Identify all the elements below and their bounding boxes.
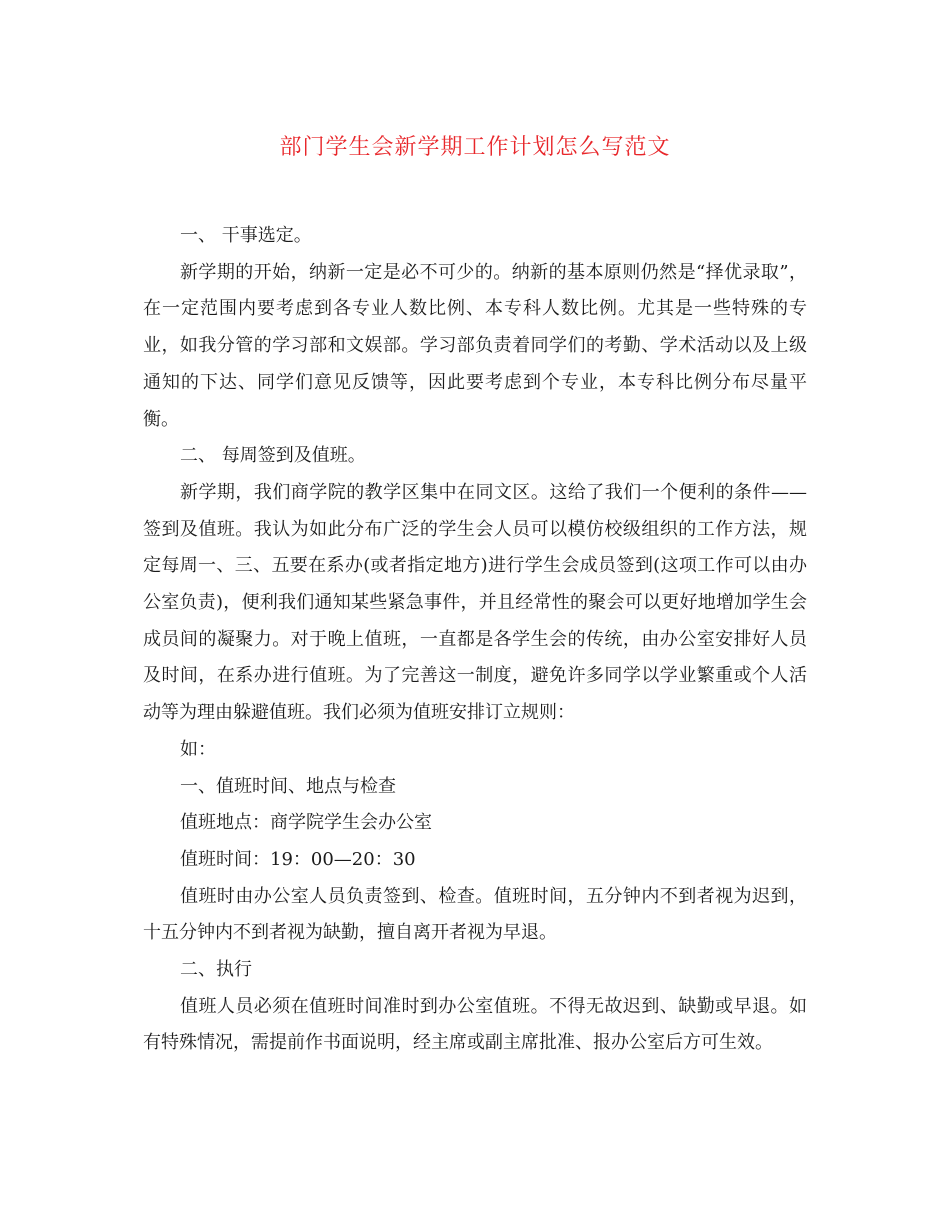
section-heading-sign-in-duty: 二、 每周签到及值班。 xyxy=(180,445,366,467)
paragraph-sign-in-duty: 新学期，我们商学院的教学区集中在同文区。这给了我们一个便利的条件——签到及值班。我认为如此分布广泛的学生会人员可以模仿校级组织的工作方法，规定每周一、三、五要在系办(或者指定地方)进行学生会成员签到(这项工作可以由办公室负责)，便利我们通知某些紧急事件，并且经常性的聚会可以更好地增加学生会成员间的凝聚力。对于晚上值班，一直都是各学生会的传统，由办公室安排好人员及时间，在系办进行值班。为了完善这一制度，避免许多同学以学业繁重或个人活动等为理由躲避值班。我们必须为值班安排订立规则： xyxy=(143,481,807,724)
paragraph-recruitment: 新学期的开始，纳新一定是必不可少的。纳新的基本原则仍然是“择优录取”，在一定范围内要考虑到各专业人数比例、本专科人数比例。尤其是一些特殊的专业，如我分管的学习部和文娱部。学习部负责着同学们的考勤、学术活动以及上级通知的下达、同学们意见反馈等，因此要考虑到个专业，本专科比例分布尽量平衡。 xyxy=(143,261,807,430)
paragraph-execution: 值班人员必须在值班时间准时到办公室值班。不得无故迟到、缺勤或早退。如有特殊情况，需提前作书面说明，经主席或副主席批准、报办公室后方可生效。 xyxy=(143,995,807,1054)
document-title: 部门学生会新学期工作计划怎么写范文 xyxy=(279,135,671,160)
paragraph-example-label: 如： xyxy=(180,738,216,760)
duty-location: 值班地点：商学院学生会办公室 xyxy=(180,812,432,834)
rule-heading-time-place: 一、值班时间、地点与检查 xyxy=(180,775,396,797)
section-heading-staff-selection: 一、 干事选定。 xyxy=(180,225,312,246)
duty-time: 值班时间：19：00—20：30 xyxy=(180,848,416,870)
paragraph-duty-check: 值班时由办公室人员负责签到、检查。值班时间，五分钟内不到者视为迟到，十五分钟内不到者视为缺勤，擅自离开者视为早退。 xyxy=(143,885,807,944)
document-body xyxy=(143,218,807,1062)
rule-heading-execution: 二、执行 xyxy=(180,959,252,981)
